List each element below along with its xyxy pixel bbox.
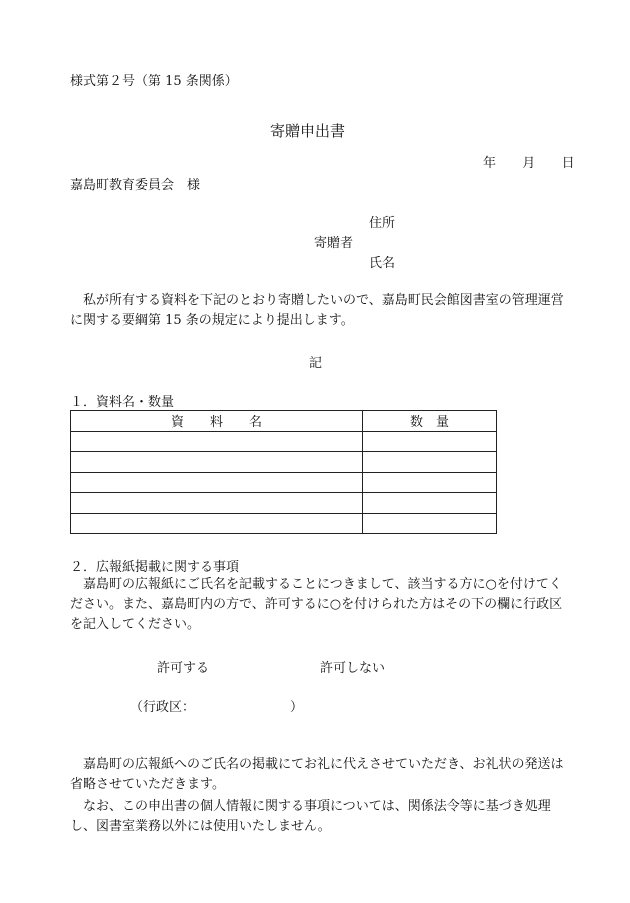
district-close: ）: [290, 700, 304, 715]
material-name-cell[interactable]: [71, 472, 363, 493]
quantity-cell[interactable]: [363, 513, 497, 534]
note-paragraph-thanks: 嘉島町の広報紙へのご氏名の掲載にてお礼に代えさせていただき、お礼状の発送は省略させていただきます。: [70, 757, 564, 792]
material-name-cell[interactable]: [71, 431, 363, 452]
table-header-row: [71, 411, 497, 432]
district-input[interactable]: [205, 694, 287, 712]
materials-table: [70, 410, 497, 534]
table-row: [71, 472, 497, 493]
form-number: 様式第２号（第 15 条関係）: [70, 74, 238, 89]
page-title: 寄贈申出書: [270, 122, 346, 140]
date-line: [483, 152, 575, 171]
date-year: 年: [483, 156, 497, 171]
column-header-quantity: 数 量: [363, 411, 497, 432]
date-month: 月: [522, 156, 536, 171]
table-row: [71, 493, 497, 514]
table-row: [71, 431, 497, 452]
section2-paragraph: 嘉島町の広報紙にご氏名を記載することにつきまして、該当する方に○を付けてください。また、嘉島町内の方で、許可するに○を付けられた方はその下の欄に行政区を記入してください。: [70, 577, 563, 632]
section2-heading: ２．広報紙掲載に関する事項: [70, 560, 240, 575]
table-row: [71, 452, 497, 473]
intro-paragraph: 私が所有する資料を下記のとおり寄贈したいので、嘉島町民会館図書室の管理運営に関する要綱第 15 条の規定により提出します。: [70, 293, 564, 328]
date-day: 日: [561, 156, 575, 171]
quantity-cell[interactable]: [363, 431, 497, 452]
addressee: 嘉島町教育委員会 様: [70, 178, 201, 193]
donor-address-label: 住所: [369, 216, 396, 231]
donor-name-label: 氏名: [369, 256, 396, 271]
column-header-material-name: 資 料 名: [71, 411, 363, 432]
quantity-cell[interactable]: [363, 452, 497, 473]
donor-label: 寄贈者: [314, 236, 354, 251]
section1-heading: １．資料名・数量: [70, 395, 175, 410]
material-name-cell[interactable]: [71, 452, 363, 473]
material-name-cell[interactable]: [71, 493, 363, 514]
material-name-cell[interactable]: [71, 513, 363, 534]
option-deny[interactable]: 許可しない: [320, 661, 386, 676]
note-paragraph-privacy: なお、この申出書の個人情報に関する事項については、関係法令等に基づき処理し、図書室業務以外には使用いたしません。: [70, 799, 551, 834]
option-allow[interactable]: 許可する: [157, 661, 210, 676]
ki-mark: 記: [309, 356, 323, 371]
district-label: （行政区：: [130, 700, 196, 715]
table-row: [71, 513, 497, 534]
quantity-cell[interactable]: [363, 472, 497, 493]
quantity-cell[interactable]: [363, 493, 497, 514]
